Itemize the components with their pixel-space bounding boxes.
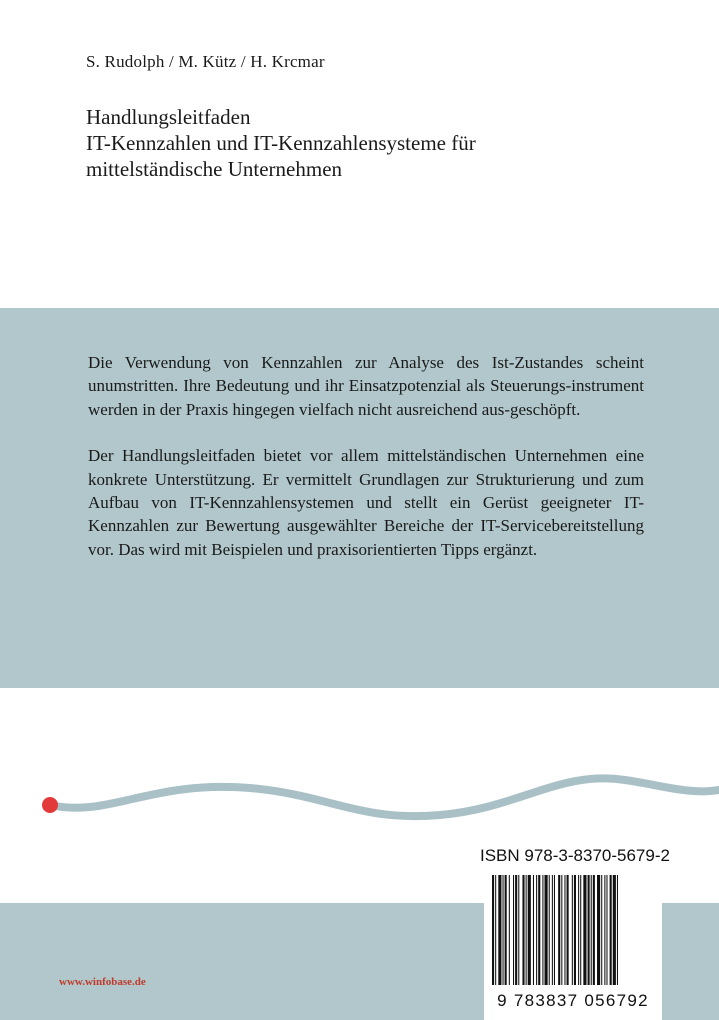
red-dot-icon <box>42 797 58 813</box>
barcode-bar <box>492 875 494 985</box>
barcode-bar <box>558 875 560 985</box>
barcode-bar <box>554 875 555 985</box>
barcode-bar <box>495 875 496 985</box>
barcode <box>484 869 662 1020</box>
barcode-bar <box>509 875 510 985</box>
blurb-paragraph-1: Die Verwendung von Kennzahlen zur Analyse des Ist-Zustandes scheint unumstritten. Ihre Bedeutung und ihr Einsatzpotenzial als Steuerungs-instrument werden in der Praxis hingegen vielfach nicht ausreichend aus-geschöpft. <box>88 353 644 419</box>
title-line-1: Handlungsleitfaden <box>86 105 251 129</box>
barcode-bar <box>574 875 576 985</box>
barcode-bar <box>591 875 592 985</box>
barcode-bar <box>567 875 569 985</box>
barcode-bar <box>593 875 595 985</box>
book-title <box>86 104 476 182</box>
wave-line <box>50 778 719 816</box>
barcode-bar <box>564 875 565 985</box>
barcode-bar <box>604 875 605 985</box>
blurb-paragraph-2: Der Handlungsleitfaden bietet vor allem mittelständischen Unternehmen eine konkrete Unterstützung. Er vermittelt Grundlagen zur Strukturierung und zum Aufbau von IT-Kennzahlensystemen und stellt ein Gerüst geeigneter IT-Kennzahlen zur Bewertung ausgewählter Bereiche der IT-Servicebereitstellung vor. Das wird mit Beispielen und praxisorientierten Tipps ergänzt. <box>88 446 644 559</box>
barcode-bar <box>522 875 524 985</box>
barcode-bar <box>606 875 607 985</box>
barcode-bar <box>578 875 579 985</box>
barcode-bar <box>549 875 550 985</box>
barcode-bar <box>528 875 531 985</box>
barcode-bar <box>536 875 537 985</box>
barcode-bar <box>505 875 507 985</box>
decorative-wave <box>0 760 719 840</box>
barcode-bar <box>518 875 519 985</box>
barcode-bar <box>572 875 573 985</box>
barcode-bar <box>552 875 553 985</box>
blurb-text <box>88 351 644 584</box>
barcode-bar <box>533 875 534 985</box>
barcode-bar <box>538 875 540 985</box>
isbn-label: ISBN 978-3-8370-5679-2 <box>480 846 670 865</box>
barcode-bar <box>588 875 590 985</box>
barcode-digits: 9 783837 056792 <box>497 991 649 1010</box>
website-link[interactable]: www.winfobase.de <box>59 976 146 988</box>
barcode-bar <box>526 875 527 985</box>
barcode-bar <box>597 875 600 985</box>
barcode-bar <box>610 875 612 985</box>
title-line-3: mittelständische Unternehmen <box>86 157 343 181</box>
barcode-bar <box>513 875 514 985</box>
author-line: S. Rudolph / M. Kütz / H. Krcmar <box>86 52 325 71</box>
barcode-bar <box>515 875 517 985</box>
barcode-bar <box>545 875 548 985</box>
barcode-bar <box>601 875 602 985</box>
barcode-bar <box>613 875 616 985</box>
barcode-bars <box>484 869 662 994</box>
barcode-bar <box>580 875 581 985</box>
barcode-bar <box>503 875 504 985</box>
barcode-bar <box>561 875 562 985</box>
barcode-bar <box>542 875 543 985</box>
barcode-bar <box>583 875 586 985</box>
title-line-2: IT-Kennzahlen und IT-Kennzahlensysteme für <box>86 131 476 155</box>
barcode-bar <box>617 875 618 985</box>
barcode-bar <box>498 875 501 985</box>
